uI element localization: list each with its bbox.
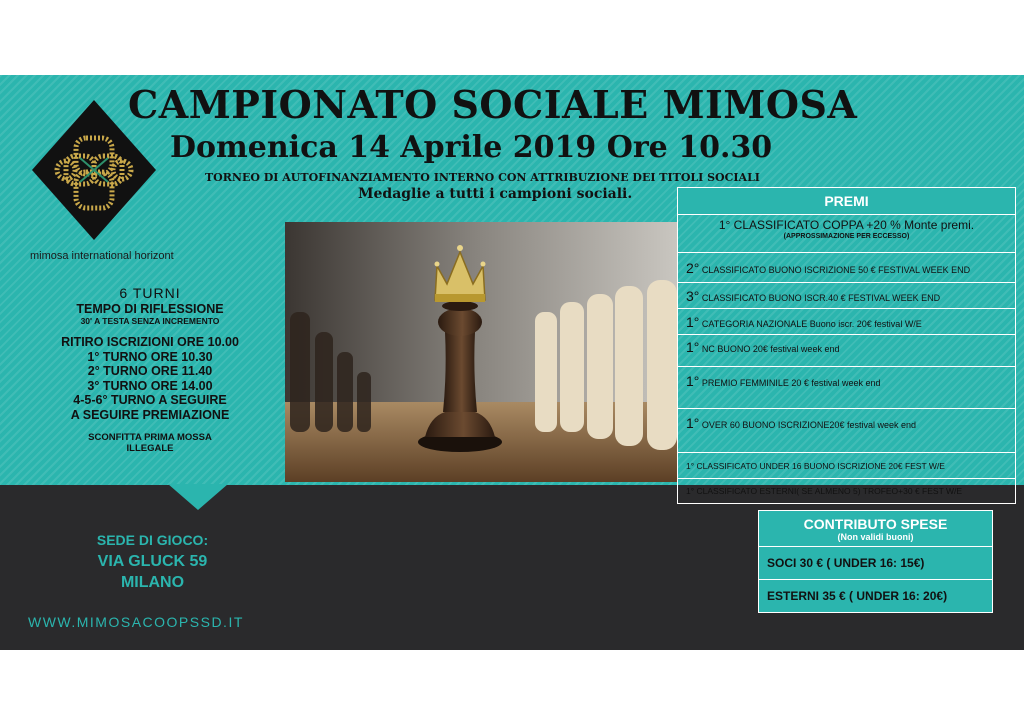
prize-rank: 1° bbox=[686, 373, 700, 389]
prize-row: 1° CLASSIFICATO ESTERNI( SE ALMENO 5) TROFEO+30 € FEST W/E bbox=[686, 486, 963, 496]
chess-photo bbox=[285, 222, 677, 482]
medals-note: Medaglie a tutti i campioni sociali. bbox=[358, 186, 633, 202]
prize-rank: 1° bbox=[686, 339, 700, 355]
prize-row: 1° CLASSIFICATO UNDER 16 BUONO ISCRIZIONE 20€ FEST W/E bbox=[678, 453, 1015, 479]
prize-row bbox=[678, 253, 1015, 283]
prize-text: OVER 60 BUONO ISCRIZIONE20€ festival week end bbox=[701, 420, 916, 430]
prize-row bbox=[678, 309, 1015, 335]
celtic-knot-logo-icon bbox=[30, 98, 158, 248]
rounds-count: 6 TURNI bbox=[119, 285, 181, 301]
prize-rank: 3° bbox=[686, 288, 700, 304]
prize-text: CLASSIFICATO BUONO ISCRIZIONE 50 € FESTIVAL WEEK END bbox=[701, 265, 971, 275]
venue-label: SEDE DI GIOCO: bbox=[96, 532, 209, 548]
fee-members: SOCI 30 € ( UNDER 16: 15€) bbox=[759, 547, 992, 580]
schedule-item: A SEGUIRE PREMIAZIONE bbox=[70, 407, 230, 422]
teal-notch bbox=[168, 484, 228, 510]
logo-text: mimosa international horizont bbox=[30, 250, 174, 262]
page-title: CAMPIONATO SOCIALE MIMOSA bbox=[128, 82, 858, 127]
time-control-title: TEMPO DI RIFLESSIONE bbox=[76, 302, 224, 316]
prize-text: PREMIO FEMMINILE 20 € festival week end bbox=[701, 378, 881, 388]
fee-table bbox=[758, 510, 993, 613]
prize-row bbox=[678, 283, 1015, 309]
prize-row bbox=[678, 215, 1015, 253]
venue-address: VIA GLUCK 59 bbox=[97, 553, 208, 570]
fee-external: ESTERNI 35 € ( UNDER 16: 20€) bbox=[767, 589, 948, 603]
fee-title: CONTRIBUTO SPESE bbox=[803, 516, 948, 532]
prize-row bbox=[678, 409, 1015, 453]
prize-text: CLASSIFICATO BUONO ISCR.40 € FESTIVAL WEEK END bbox=[701, 293, 941, 303]
schedule bbox=[20, 335, 280, 422]
venue bbox=[70, 530, 235, 593]
note-line: SCONFITTA PRIMA MOSSA bbox=[88, 432, 212, 443]
date-subtitle: Domenica 14 Aprile 2019 Ore 10.30 bbox=[170, 130, 773, 165]
note-line: ILLEGALE bbox=[126, 443, 174, 454]
prize-text: NC BUONO 20€ festival week end bbox=[701, 344, 840, 354]
schedule-item: 4-5-6° TURNO A SEGUIRE bbox=[73, 393, 227, 407]
illegal-move-note bbox=[20, 432, 280, 454]
prize-row bbox=[678, 335, 1015, 367]
tournament-info bbox=[20, 285, 280, 454]
schedule-item: 1° TURNO ORE 10.30 bbox=[87, 349, 213, 364]
prizes-table bbox=[677, 187, 1016, 504]
fee-header bbox=[759, 511, 992, 547]
prize-rank: 1° bbox=[686, 415, 700, 431]
website-link[interactable]: WWW.MIMOSACOOPSSD.IT bbox=[28, 614, 244, 630]
prize-first-note: (APPROSSIMAZIONE PER ECCESSO) bbox=[783, 233, 910, 240]
prize-rank: 2° bbox=[686, 260, 700, 276]
prize-first-text: 1° CLASSIFICATO COPPA +20 % Monte premi. bbox=[718, 218, 975, 232]
schedule-item: 2° TURNO ORE 11.40 bbox=[87, 364, 213, 378]
prize-rank: 1° bbox=[686, 314, 700, 330]
time-control-detail: 30' A TESTA SENZA INCREMENTO bbox=[80, 316, 220, 326]
venue-city: MILANO bbox=[120, 574, 185, 591]
schedule-item: RITIRO ISCRIZIONI ORE 10.00 bbox=[61, 335, 239, 349]
tournament-description: TORNEO DI AUTOFINANZIAMENTO INTERNO CON ATTRIBUZIONE DEI TITOLI SOCIALI bbox=[205, 171, 760, 184]
fee-subtitle: (Non validi buoni) bbox=[837, 532, 914, 542]
prize-text: CATEGORIA NAZIONALE Buono iscr. 20€ festival W/E bbox=[701, 319, 922, 329]
prizes-title: PREMI bbox=[678, 188, 1015, 215]
schedule-item: 3° TURNO ORE 14.00 bbox=[87, 378, 213, 393]
prize-row bbox=[678, 367, 1015, 409]
